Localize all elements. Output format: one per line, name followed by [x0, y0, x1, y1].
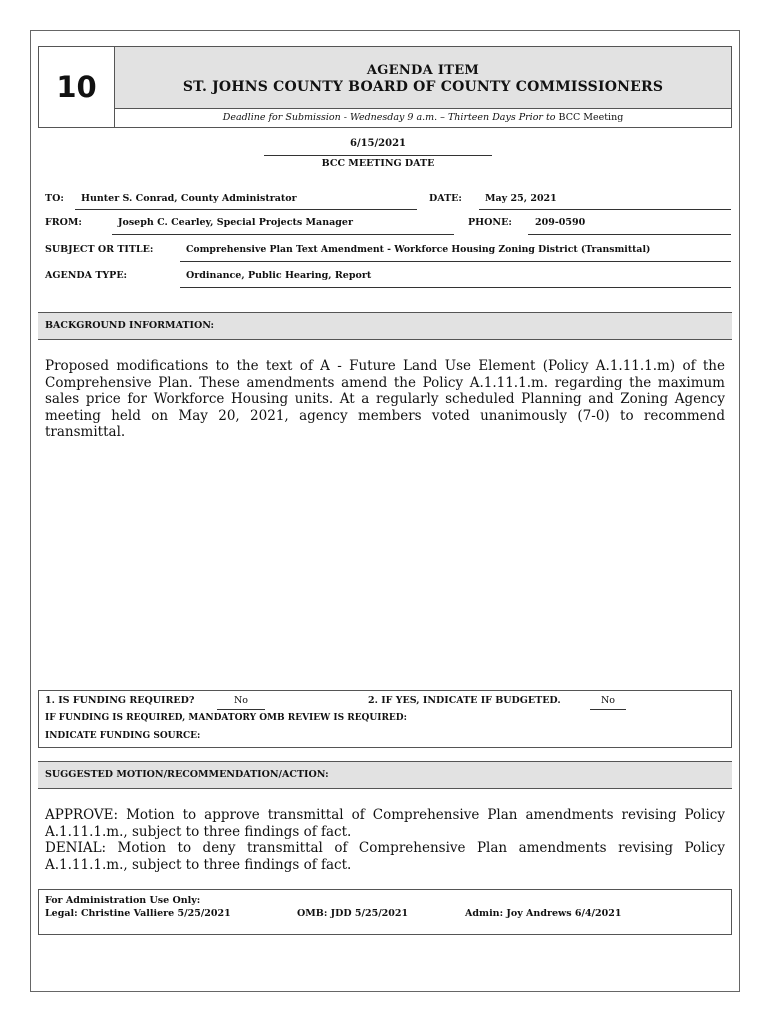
to-underline — [75, 209, 417, 210]
administration-section — [38, 889, 732, 935]
phone-value: 209-0590 — [535, 217, 586, 228]
omb-signoff: OMB: JDD 5/25/2021 — [297, 908, 409, 919]
deadline-text: Deadline for Submission - Wednesday 9 a.m. – Thirteen Days Prior to — [222, 112, 556, 123]
funding-section — [38, 690, 732, 748]
date-value: May 25, 2021 — [485, 193, 557, 204]
from-value: Joseph C. Cearley, Special Projects Manager — [118, 217, 353, 228]
motion-approve: APPROVE: Motion to approve transmittal of Comprehensive Plan amendments revising Policy A.1.11.1.m., subject to three findings of fact. — [45, 807, 725, 840]
background-heading: BACKGROUND INFORMATION: — [38, 312, 732, 340]
budgeted-label: 2. IF YES, INDICATE IF BUDGETED. — [368, 695, 561, 706]
agenda-type-underline — [180, 287, 731, 288]
from-label: FROM: — [45, 217, 82, 228]
meeting-date: 6/15/2021 — [349, 138, 406, 149]
funding-required-underline — [217, 709, 265, 710]
date-label: DATE: — [429, 193, 462, 204]
subject-value: Comprehensive Plan Text Amendment - Workforce Housing Zoning District (Transmittal) — [186, 244, 651, 255]
agenda-type-value: Ordinance, Public Hearing, Report — [186, 270, 372, 281]
funding-required-label: 1. IS FUNDING REQUIRED? — [45, 695, 195, 706]
motion-text — [45, 807, 725, 873]
from-underline — [112, 234, 454, 235]
admin-signoff: Admin: Joy Andrews 6/4/2021 — [465, 908, 622, 919]
to-value: Hunter S. Conrad, County Administrator — [81, 193, 297, 204]
agenda-header — [38, 46, 732, 128]
subject-label: SUBJECT OR TITLE: — [45, 244, 154, 255]
agenda-title-line2: ST. JOHNS COUNTY BOARD OF COUNTY COMMISSIONERS — [182, 79, 664, 95]
meeting-date-rule — [264, 155, 492, 156]
agenda-item-number: 10 — [39, 47, 115, 127]
budgeted-value: No — [600, 695, 616, 706]
funding-required-value: No — [233, 695, 249, 706]
phone-underline — [528, 234, 731, 235]
legal-signoff: Legal: Christine Valliere 5/25/2021 — [45, 908, 231, 919]
motion-heading: SUGGESTED MOTION/RECOMMENDATION/ACTION: — [38, 761, 732, 789]
date-underline — [479, 209, 731, 210]
motion-deny: DENIAL: Motion to deny transmittal of Comprehensive Plan amendments revising Policy A.1.11.1.m., subject to three findings of fact. — [45, 840, 725, 873]
subject-underline — [180, 261, 731, 262]
funding-source-label: INDICATE FUNDING SOURCE: — [45, 731, 201, 741]
background-text: Proposed modifications to the text of A - Future Land Use Element (Policy A.1.11.1.m) of the Comprehensive Plan. These amendments amend the Policy A.1.11.1.m. regarding the maximum sales price for Workforce Housing units. At a regularly scheduled Planning and Zoning Agency meeting held on May 20, 2021, agency members voted unanimously (7-0) to recommend transmittal. — [45, 358, 725, 440]
omb-review-note: IF FUNDING IS REQUIRED, MANDATORY OMB REVIEW IS REQUIRED: — [45, 713, 407, 723]
agenda-title — [115, 47, 731, 109]
submission-deadline — [115, 109, 731, 127]
deadline-suffix: BCC Meeting — [555, 112, 624, 123]
phone-label: PHONE: — [468, 217, 512, 228]
budgeted-underline — [590, 709, 626, 710]
to-label: TO: — [45, 193, 64, 204]
meeting-date-label: BCC MEETING DATE — [321, 158, 435, 169]
agenda-type-label: AGENDA TYPE: — [45, 270, 128, 281]
agenda-title-line1: AGENDA ITEM — [366, 63, 480, 78]
admin-heading: For Administration Use Only: — [45, 895, 201, 906]
